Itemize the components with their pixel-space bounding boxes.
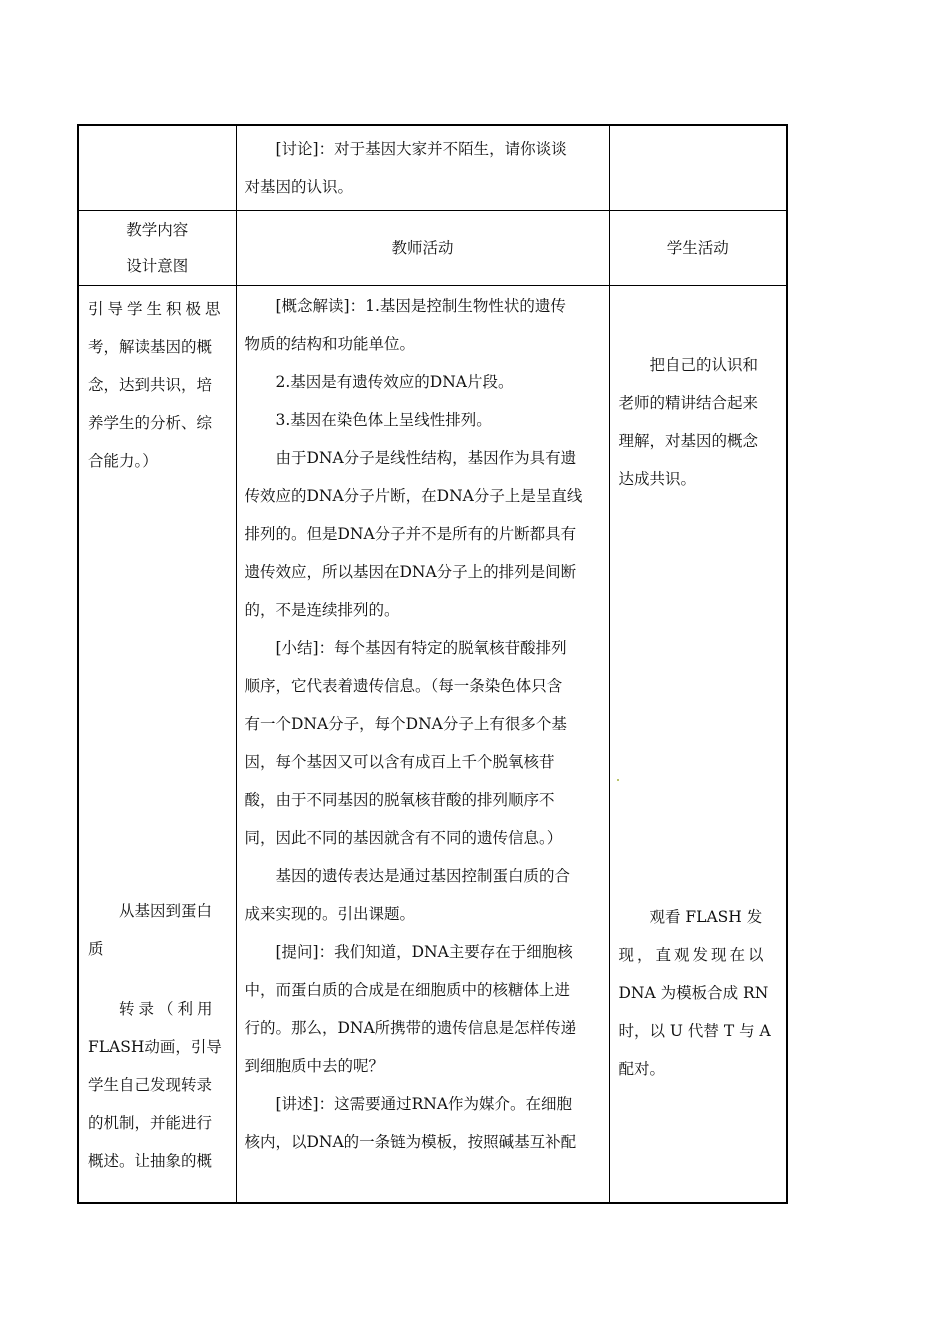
discussion-line: [讨论]：对于基因大家并不陌生，请你谈谈: [275, 140, 567, 158]
text-line: 达成共识。: [618, 470, 697, 488]
intent-block-2: [88, 892, 228, 968]
text-line: 念，达到共识，培: [88, 376, 213, 394]
student-activity-cell: [609, 286, 787, 1204]
header-teacher-activity: [236, 211, 609, 286]
text-line: 的，不是连续排列的。: [244, 601, 400, 619]
header-content-intent: [78, 211, 236, 286]
text-line: 质: [88, 940, 104, 958]
intent-block-3: [88, 990, 228, 1180]
question-block: [245, 933, 601, 1085]
text-line: 概述。让抽象的概: [88, 1152, 213, 1170]
text-line: 把自己的认识和: [649, 356, 759, 374]
text-line: 时，以 U 代替 T 与 A: [618, 1022, 771, 1040]
text-line: 考，解读基因的概: [88, 338, 213, 356]
stray-mark: [617, 779, 619, 781]
text-line: 酸，由于不同基因的脱氧核苷酸的排列顺序不: [244, 791, 555, 809]
text-line: 因，每个基因又可以含有成百上千个脱氧核苷: [244, 753, 555, 771]
text-line: [小结]：每个基因有特定的脱氧核苷酸排列: [275, 639, 567, 657]
text-line: 老师的精讲结合起来: [618, 394, 759, 412]
text-line: 中，而蛋白质的合成是在细胞质中的核糖体上进: [244, 981, 571, 999]
expression-block: [245, 857, 601, 933]
header-label: 学生活动: [666, 239, 729, 257]
teacher-activity-cell: [236, 286, 609, 1204]
text-line: 核内，以DNA的一条链为模板，按照碱基互补配: [244, 1133, 577, 1151]
student-block-2: [619, 898, 778, 1088]
concept-block: [245, 286, 601, 439]
text-line: 配对。: [618, 1060, 666, 1078]
text-line: 养学生的分析、综: [88, 414, 213, 432]
header-student-activity: [609, 211, 787, 286]
text-line: 成来实现的。引出课题。: [244, 905, 416, 923]
text-line: [提问]：我们知道，DNA主要存在于细胞核: [275, 943, 573, 961]
text-line: 有一个DNA分子，每个DNA分子上有很多个基: [244, 715, 567, 733]
table-header-row: [78, 211, 787, 286]
text-line: 遗传效应，所以基因在DNA分子上的排列是间断: [244, 563, 577, 581]
text-line: 同，因此不同的基因就含有不同的遗传信息。）: [244, 829, 563, 847]
text-line: 传效应的DNA分子片断，在DNA分子上是呈直线: [244, 487, 583, 505]
empty-cell-right: [609, 125, 787, 211]
summary-block: [245, 629, 601, 857]
text-line: [讲述]：这需要通过RNA作为媒介。在细胞: [275, 1095, 573, 1113]
text-line: 理解，对基因的概念: [618, 432, 759, 450]
header-label: 设计意图: [126, 257, 189, 275]
text-line: 现，直观发现在以: [618, 946, 767, 964]
header-label: 教师活动: [391, 239, 454, 257]
text-line: DNA 为模板合成 RN: [618, 984, 769, 1002]
text-line: 到细胞质中去的呢？: [244, 1057, 385, 1075]
text-line: 转录（利用: [119, 1000, 217, 1018]
text-line: 引导学生积极思: [88, 300, 225, 318]
text-line: 物质的结构和功能单位。: [244, 335, 416, 353]
text-line: 观看 FLASH 发: [649, 908, 763, 926]
empty-cell-left: [78, 125, 236, 211]
table-row-body: [78, 286, 787, 1204]
text-line: 顺序，它代表着遗传信息。（每一条染色体只含: [244, 677, 563, 695]
design-intent-cell: [78, 286, 236, 1204]
text-line: 3.基因在染色体上呈线性排列。: [275, 411, 492, 429]
text-line: [概念解读]：1.基因是控制生物性状的遗传: [275, 297, 566, 315]
text-line: 由于DNA分子是线性结构，基因作为具有遗: [275, 449, 577, 467]
header-label: 教学内容: [126, 221, 189, 239]
text-line: 排列的。但是DNA分子并不是所有的片断都具有: [244, 525, 577, 543]
lesson-plan-table: [77, 124, 788, 1204]
student-block-1: [619, 346, 778, 498]
intent-block-1: [88, 286, 228, 480]
text-line: 基因的遗传表达是通过基因控制蛋白质的合: [275, 867, 571, 885]
discussion-cell: [236, 125, 609, 211]
explain-block: [245, 439, 601, 629]
text-line: FLASH动画，引导: [88, 1038, 222, 1056]
text-line: 合能力。）: [88, 452, 158, 470]
text-line: 从基因到蛋白: [119, 902, 213, 920]
table-row-discussion: [78, 125, 787, 211]
narration-block: [245, 1085, 601, 1161]
text-line: 学生自己发现转录: [88, 1076, 213, 1094]
discussion-line: 对基因的认识。: [244, 178, 354, 196]
text-line: 的机制，并能进行: [88, 1114, 213, 1132]
text-line: 2.基因是有遗传效应的DNA片段。: [275, 373, 514, 391]
text-line: 行的。那么，DNA所携带的遗传信息是怎样传递: [244, 1019, 577, 1037]
